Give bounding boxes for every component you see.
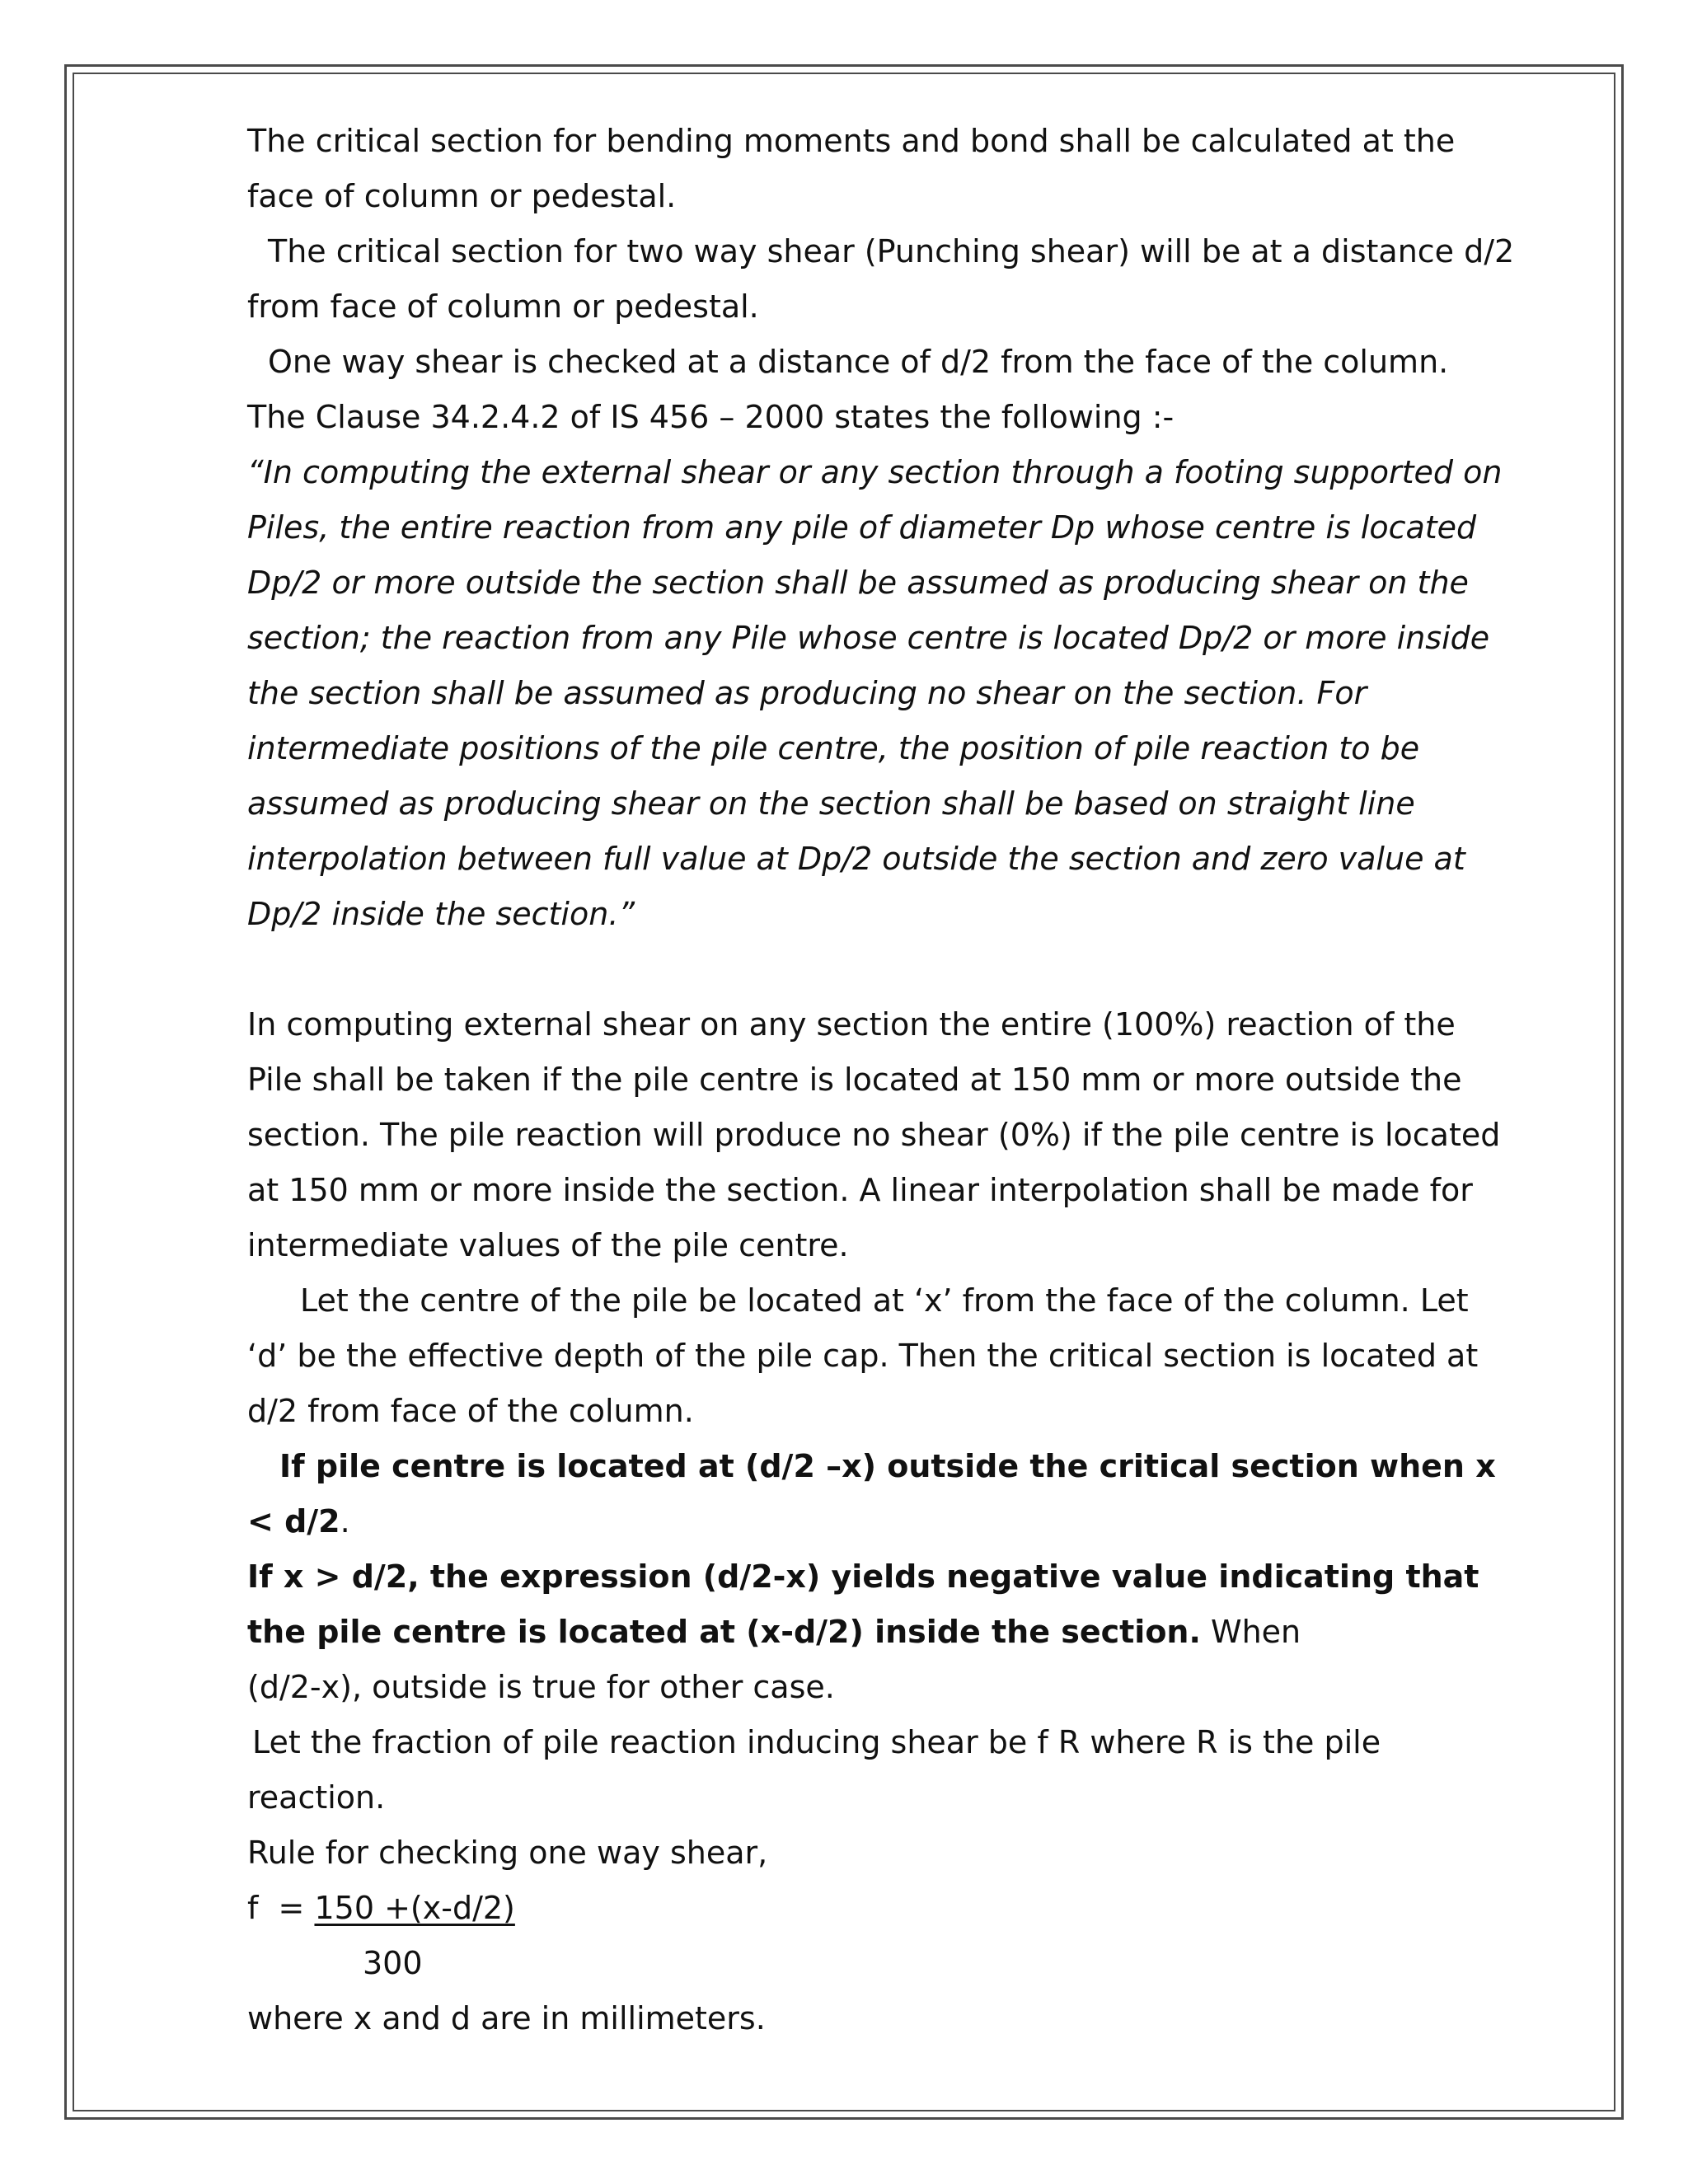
text-line: The critical section for two way shear (Punching shear) will be at a distance d/2 [268,233,1515,269]
text-line: (d/2-x), outside is true for other case. [247,1669,835,1705]
text-line: Let the centre of the pile be located at ‘x’ from the face of the column. Let [300,1282,1469,1319]
text-line: In computing external shear on any section the entire (100%) reaction of the [247,1006,1456,1043]
text-line: ‘d’ be the effective depth of the pile cap. Then the critical section is located at [247,1338,1479,1374]
text-line: from face of column or pedestal. [247,288,759,325]
quote-line: assumed as producing shear on the section shall be based on straight line [247,785,1415,822]
blank-line [247,942,1500,997]
text-line [247,1494,1500,1549]
text-line: Rule for checking one way shear, [247,1835,768,1871]
bold-text: the pile centre is located at (x-d/2) inside the section. [247,1614,1201,1650]
text-line [247,1605,1500,1660]
formula-lhs: f = [247,1890,315,1926]
quote-line: Piles, the entire reaction from any pile of diameter Dp whose centre is located [247,509,1477,546]
text-tail: . [340,1503,350,1540]
quote-line: Dp/2 inside the section.” [247,896,635,932]
text-line: face of column or pedestal. [247,178,677,214]
text-line: section. The pile reaction will produce no shear (0%) if the pile centre is located [247,1117,1501,1153]
quote-line: interpolation between full value at Dp/2 outside the section and zero value at [247,841,1465,877]
text-line: One way shear is checked at a distance of d/2 from the face of the column. [268,344,1449,380]
text-line: Let the fraction of pile reaction inducing shear be f R where R is the pile [252,1724,1381,1760]
text-line: at 150 mm or more inside the section. A linear interpolation shall be made for [247,1172,1473,1208]
document-body [247,114,1515,2046]
text-line: The critical section for bending moments and bond shall be calculated at the [247,123,1456,159]
quote-line: intermediate positions of the pile centre, the position of pile reaction to be [247,730,1420,766]
bold-text-line: If pile centre is located at (d/2 –x) outside the critical section when x [279,1448,1496,1484]
formula-denominator: 300 [363,1945,423,1981]
text-line: d/2 from face of the column. [247,1393,694,1429]
bold-text-line: If x > d/2, the expression (d/2-x) yields negative value indicating that [247,1558,1479,1595]
quote-line: section; the reaction from any Pile whose centre is located Dp/2 or more inside [247,620,1490,656]
text-line: intermediate values of the pile centre. [247,1227,849,1263]
text-line: Pile shall be taken if the pile centre is located at 150 mm or more outside the [247,1062,1462,1098]
quote-line: Dp/2 or more outside the section shall be assumed as producing shear on the [247,565,1469,601]
text-line: where x and d are in millimeters. [247,2000,766,2036]
text-line: reaction. [247,1779,386,1816]
quote-line: the section shall be assumed as producing no shear on the section. For [247,675,1367,711]
formula-line [247,1881,1500,1936]
formula-numerator: 150 +(x-d/2) [314,1890,515,1926]
bold-text: < d/2 [247,1503,340,1540]
text-line: The Clause 34.2.4.2 of IS 456 – 2000 states the following :- [247,399,1175,435]
text-tail: When [1200,1614,1301,1650]
quote-line: “In computing the external shear or any section through a footing supported on [247,454,1503,490]
